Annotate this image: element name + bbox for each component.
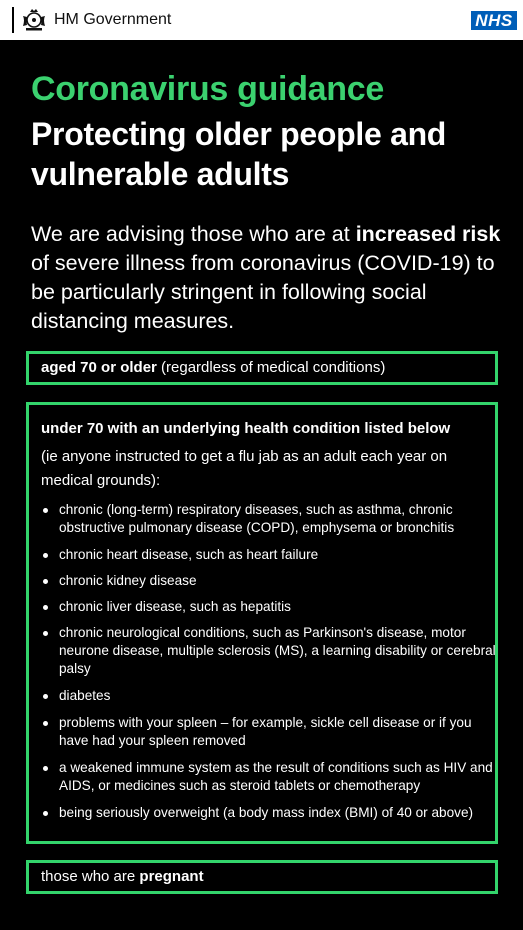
crest-logo xyxy=(12,6,48,34)
risk-group-age-text xyxy=(41,358,385,378)
risk-group-pregnant-text xyxy=(41,867,204,887)
list-item xyxy=(41,759,496,795)
bullet-icon xyxy=(43,694,48,699)
intro-paragraph xyxy=(31,220,506,336)
list-item xyxy=(41,714,496,750)
risk-group-pregnant-before: those who are xyxy=(41,868,140,885)
list-item-text: chronic kidney disease xyxy=(59,573,197,588)
list-item-text: chronic neurological conditions, such as Parkinson's disease, motor neurone disease, multiple sclerosis (MS), a learning disability or cerebral palsy xyxy=(59,625,496,676)
list-item xyxy=(41,546,496,564)
risk-group-conditions-box xyxy=(26,402,498,844)
conditions-list xyxy=(41,501,496,822)
hm-government-label: HM Government xyxy=(54,11,172,28)
list-item xyxy=(41,804,496,822)
list-item-text: diabetes xyxy=(59,688,111,703)
bullet-icon xyxy=(43,766,48,771)
list-item xyxy=(41,501,496,537)
intro-text-after: of severe illness from coronavirus (COVID-19) to be particularly stringent in following social distancing measures. xyxy=(31,251,495,333)
list-item xyxy=(41,687,496,705)
bullet-icon xyxy=(43,631,48,636)
intro-text-before: We are advising those who are at xyxy=(31,222,356,246)
list-item-text: being seriously overweight (a body mass index (BMI) of 40 or above) xyxy=(59,805,474,820)
list-item-text: chronic liver disease, such as hepatitis xyxy=(59,599,291,614)
conditions-subheading: (ie anyone instructed to get a flu jab as an adult each year on medical grounds): xyxy=(41,448,448,489)
bullet-icon xyxy=(43,605,48,610)
bullet-icon xyxy=(43,721,48,726)
risk-group-pregnant-box xyxy=(26,860,498,894)
risk-group-age-box xyxy=(26,351,498,385)
list-item-text: chronic heart disease, such as heart failure xyxy=(59,547,319,562)
risk-group-age-rest: (regardless of medical conditions) xyxy=(156,359,386,376)
list-item xyxy=(41,572,496,590)
crest-divider xyxy=(12,7,14,33)
list-item-text: chronic (long-term) respiratory diseases, such as asthma, chronic obstructive pulmonary disease (COPD), emphysema or bronchitis xyxy=(59,502,455,535)
list-item-text: a weakened immune system as the result of conditions such as HIV and AIDS, or medicines such as steroid tablets or chemotherapy xyxy=(59,760,493,793)
header-bar xyxy=(0,0,523,40)
bullet-icon xyxy=(43,553,48,558)
bullet-icon xyxy=(43,508,48,513)
risk-group-age-bold: aged 70 or older xyxy=(41,359,157,376)
conditions-heading: under 70 with an underlying health condition listed below xyxy=(41,420,451,437)
intro-text-bold: increased risk xyxy=(355,222,501,246)
risk-group-pregnant-bold: pregnant xyxy=(139,868,204,885)
bullet-icon xyxy=(43,811,48,816)
list-item xyxy=(41,624,496,678)
nhs-logo: NHS xyxy=(471,11,517,30)
page-subtitle: Protecting older people and vulnerable adults xyxy=(31,116,447,192)
list-item-text: problems with your spleen – for example, sickle cell disease or if you have had your spleen removed xyxy=(59,715,472,748)
royal-crest-icon xyxy=(20,6,48,34)
bullet-icon xyxy=(43,579,48,584)
list-item xyxy=(41,598,496,616)
page-title: Coronavirus guidance xyxy=(31,70,384,108)
